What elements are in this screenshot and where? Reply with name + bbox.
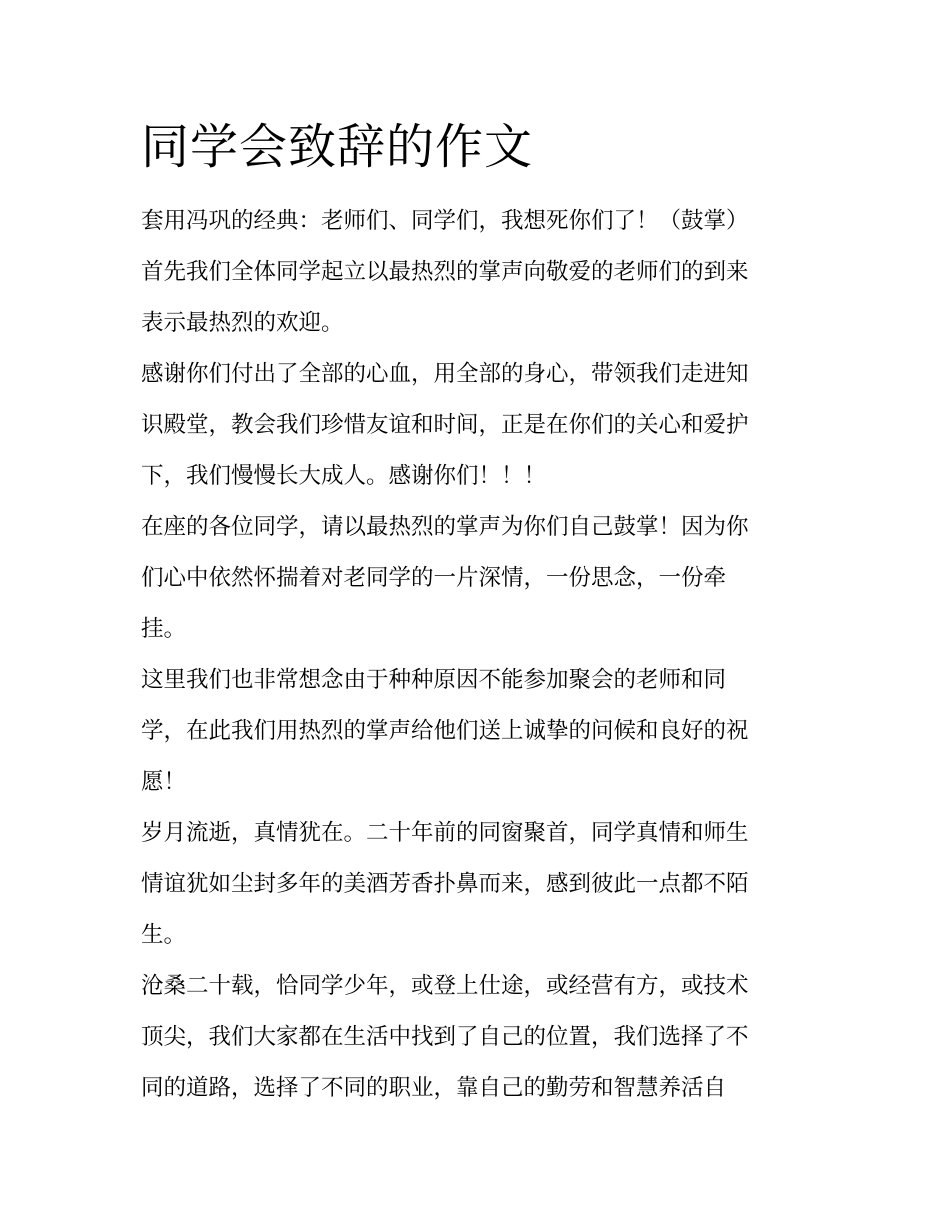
text-line: 生。 — [141, 922, 187, 948]
text-line: 们心中依然怀揣着对老同学的一片深情，一份思念，一份牵 — [141, 565, 727, 591]
text-line: 套用冯巩的经典：老师们、同学们，我想死你们了！（鼓掌） — [141, 208, 749, 234]
text-line: 在座的各位同学，请以最热烈的掌声为你们自己鼓掌！因为你 — [141, 514, 749, 540]
text-line: 表示最热烈的欢迎。 — [141, 310, 344, 336]
paragraph-7 — [141, 961, 821, 1114]
paragraph-5 — [141, 655, 821, 808]
paragraph-2 — [141, 247, 821, 349]
text-line: 同的道路，选择了不同的职业，靠自己的勤劳和智慧养活自 — [141, 1075, 727, 1101]
paragraph-3 — [141, 349, 821, 502]
text-line: 顶尖，我们大家都在生活中找到了自己的位置，我们选择了不 — [141, 1024, 749, 1050]
text-line: 学，在此我们用热烈的掌声给他们送上诚挚的问候和良好的祝 — [141, 718, 749, 744]
text-line: 下，我们慢慢长大成人。感谢你们！！！ — [141, 463, 547, 489]
text-line: 情谊犹如尘封多年的美酒芳香扑鼻而来，感到彼此一点都不陌 — [141, 871, 749, 897]
text-line: 这里我们也非常想念由于种种原因不能参加聚会的老师和同 — [141, 667, 727, 693]
text-line: 挂。 — [141, 616, 187, 642]
paragraph-4 — [141, 502, 821, 655]
text-line: 感谢你们付出了全部的心血，用全部的身心，带领我们走进知 — [141, 361, 749, 387]
document-title: 同学会致辞的作文 — [141, 119, 534, 175]
text-line: 岁月流逝，真情犹在。二十年前的同窗聚首，同学真情和师生 — [141, 820, 749, 846]
text-line: 识殿堂，教会我们珍惜友谊和时间，正是在你们的关心和爱护 — [141, 412, 749, 438]
text-line: 沧桑二十载，恰同学少年，或登上仕途，或经营有方，或技术 — [141, 973, 749, 999]
document-body — [141, 196, 821, 1114]
paragraph-6 — [141, 808, 821, 961]
text-line: 愿！ — [141, 769, 187, 795]
text-line: 首先我们全体同学起立以最热烈的掌声向敬爱的老师们的到来 — [141, 259, 749, 285]
paragraph-1 — [141, 196, 821, 247]
